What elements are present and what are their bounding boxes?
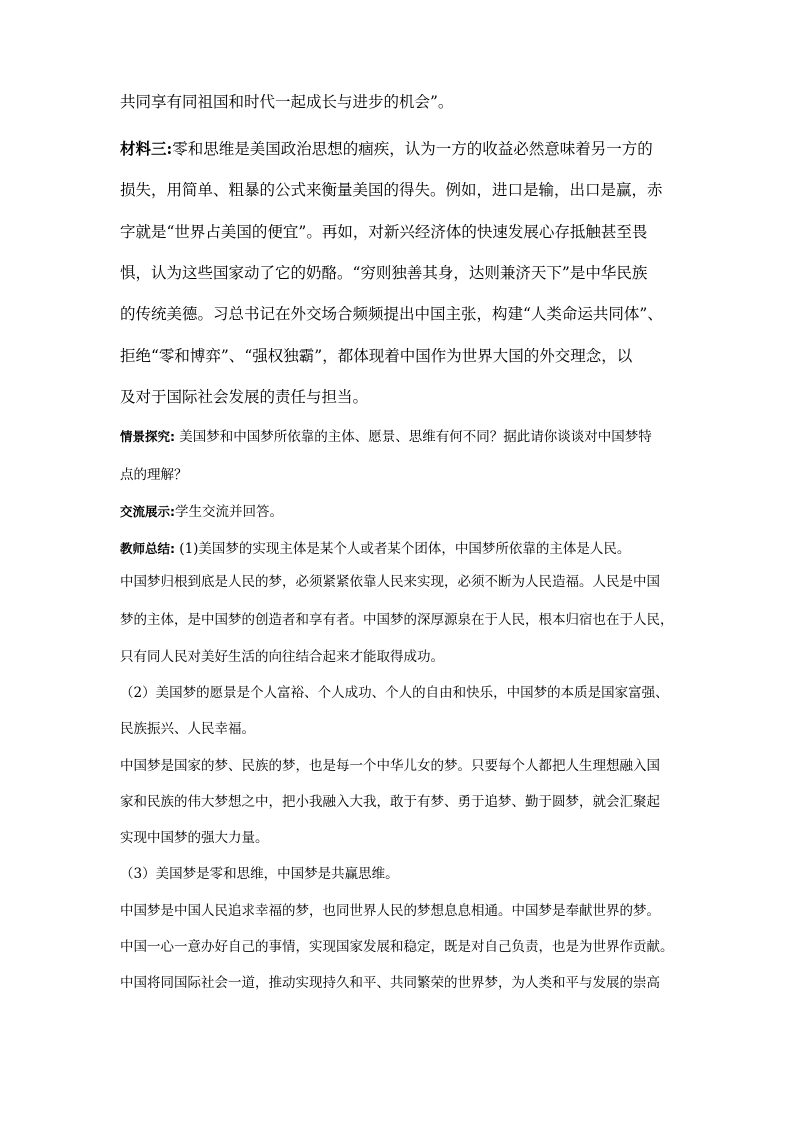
text-line: 学生交流并回答。 (175, 504, 283, 520)
paragraph-exchange (120, 502, 283, 522)
text-line: 中国将同国际社会一道，推动实现持久和平、共同繁荣的世界梦，为人类和平与发展的崇高 (120, 975, 660, 991)
text-line: 梦的主体，是中国梦的创造者和享有者。中国梦的深厚源泉在于人民，根本归宿也在于人民， (120, 612, 674, 628)
exchange-label: 交流展示: (120, 504, 175, 519)
text-line: （3）美国梦是零和思维，中国梦是共赢思维。 (120, 866, 399, 882)
text-line: (1)美国梦的实现主体是某个人或者某个团体，中国梦所依靠的主体是人民。 (179, 541, 631, 557)
material-3-label: 材料三: (120, 139, 173, 158)
text-line: 中国梦是国家的梦、民族的梦，也是每一个中华儿女的梦。只要每个人都把人生理想融入国 (120, 758, 660, 774)
text-line: 及对于国际社会发展的责任与担当。 (120, 388, 369, 406)
text-line: 拒绝“零和博弈”、“强权独霸”，都体现着中国作为世界大国的外交理念，以 (120, 347, 633, 365)
text-line: 实现中国梦的强大力量。 (120, 830, 269, 846)
text-line: 惧，认为这些国家动了它的奶酪。“穷则独善其身，达则兼济天下”是中华民族 (120, 264, 648, 282)
text-line: 点的理解？ (120, 467, 188, 483)
paragraph-material-3 (120, 139, 653, 159)
text-line: 损失，用简单、粗暴的公式来衡量美国的得失。例如，进口是输，出口是赢，赤 (120, 181, 663, 199)
paragraph-inquiry (120, 427, 652, 447)
summary-label: 教师总结: (120, 541, 175, 556)
text-line: 中国梦归根到底是人民的梦，必须紧紧依靠人民来实现，必须不断为人民造福。人民是中国 (120, 574, 660, 590)
text-line: 的传统美德。习总书记在外交场合频频提出中国主张，构建“人类命运共同体”、 (120, 305, 663, 323)
text-line: 零和思维是美国政治思想的痼疾，认为一方的收益必然意味着另一方的 (172, 140, 653, 158)
inquiry-label: 情景探究: (120, 429, 175, 444)
paragraph-summary (120, 539, 630, 559)
text-line: （2）美国梦的愿景是个人富裕、个人成功、个人的自由和快乐，中国梦的本质是国家富强、 (120, 685, 669, 701)
text-line: 中国梦是中国人民追求幸福的梦，也同世界人民的梦想息息相通。中国梦是奉献世界的梦。 (120, 903, 660, 919)
text-line: 只有同人民对美好生活的向往结合起来才能取得成功。 (120, 649, 444, 665)
text-line: 民族振兴、人民幸福。 (120, 721, 255, 737)
text-line: 字就是“世界占美国的便宜”。再如，对新兴经济体的快速发展心存抵触甚至畏 (120, 223, 648, 241)
text-line: 中国一心一意办好自己的事情，实现国家发展和稳定，既是对自己负责，也是为世界作贡献。 (120, 939, 674, 955)
text-line: 美国梦和中国梦所依靠的主体、愿景、思维有何不同？据此请你谈谈对中国梦特 (179, 429, 652, 445)
text-line: 家和民族的伟大梦想之中，把小我融入大我，敢于有梦、勇于追梦、勤于圆梦，就会汇聚起 (120, 794, 660, 810)
text-line: 共同享有同祖国和时代一起成长与进步的机会”。 (120, 93, 454, 111)
